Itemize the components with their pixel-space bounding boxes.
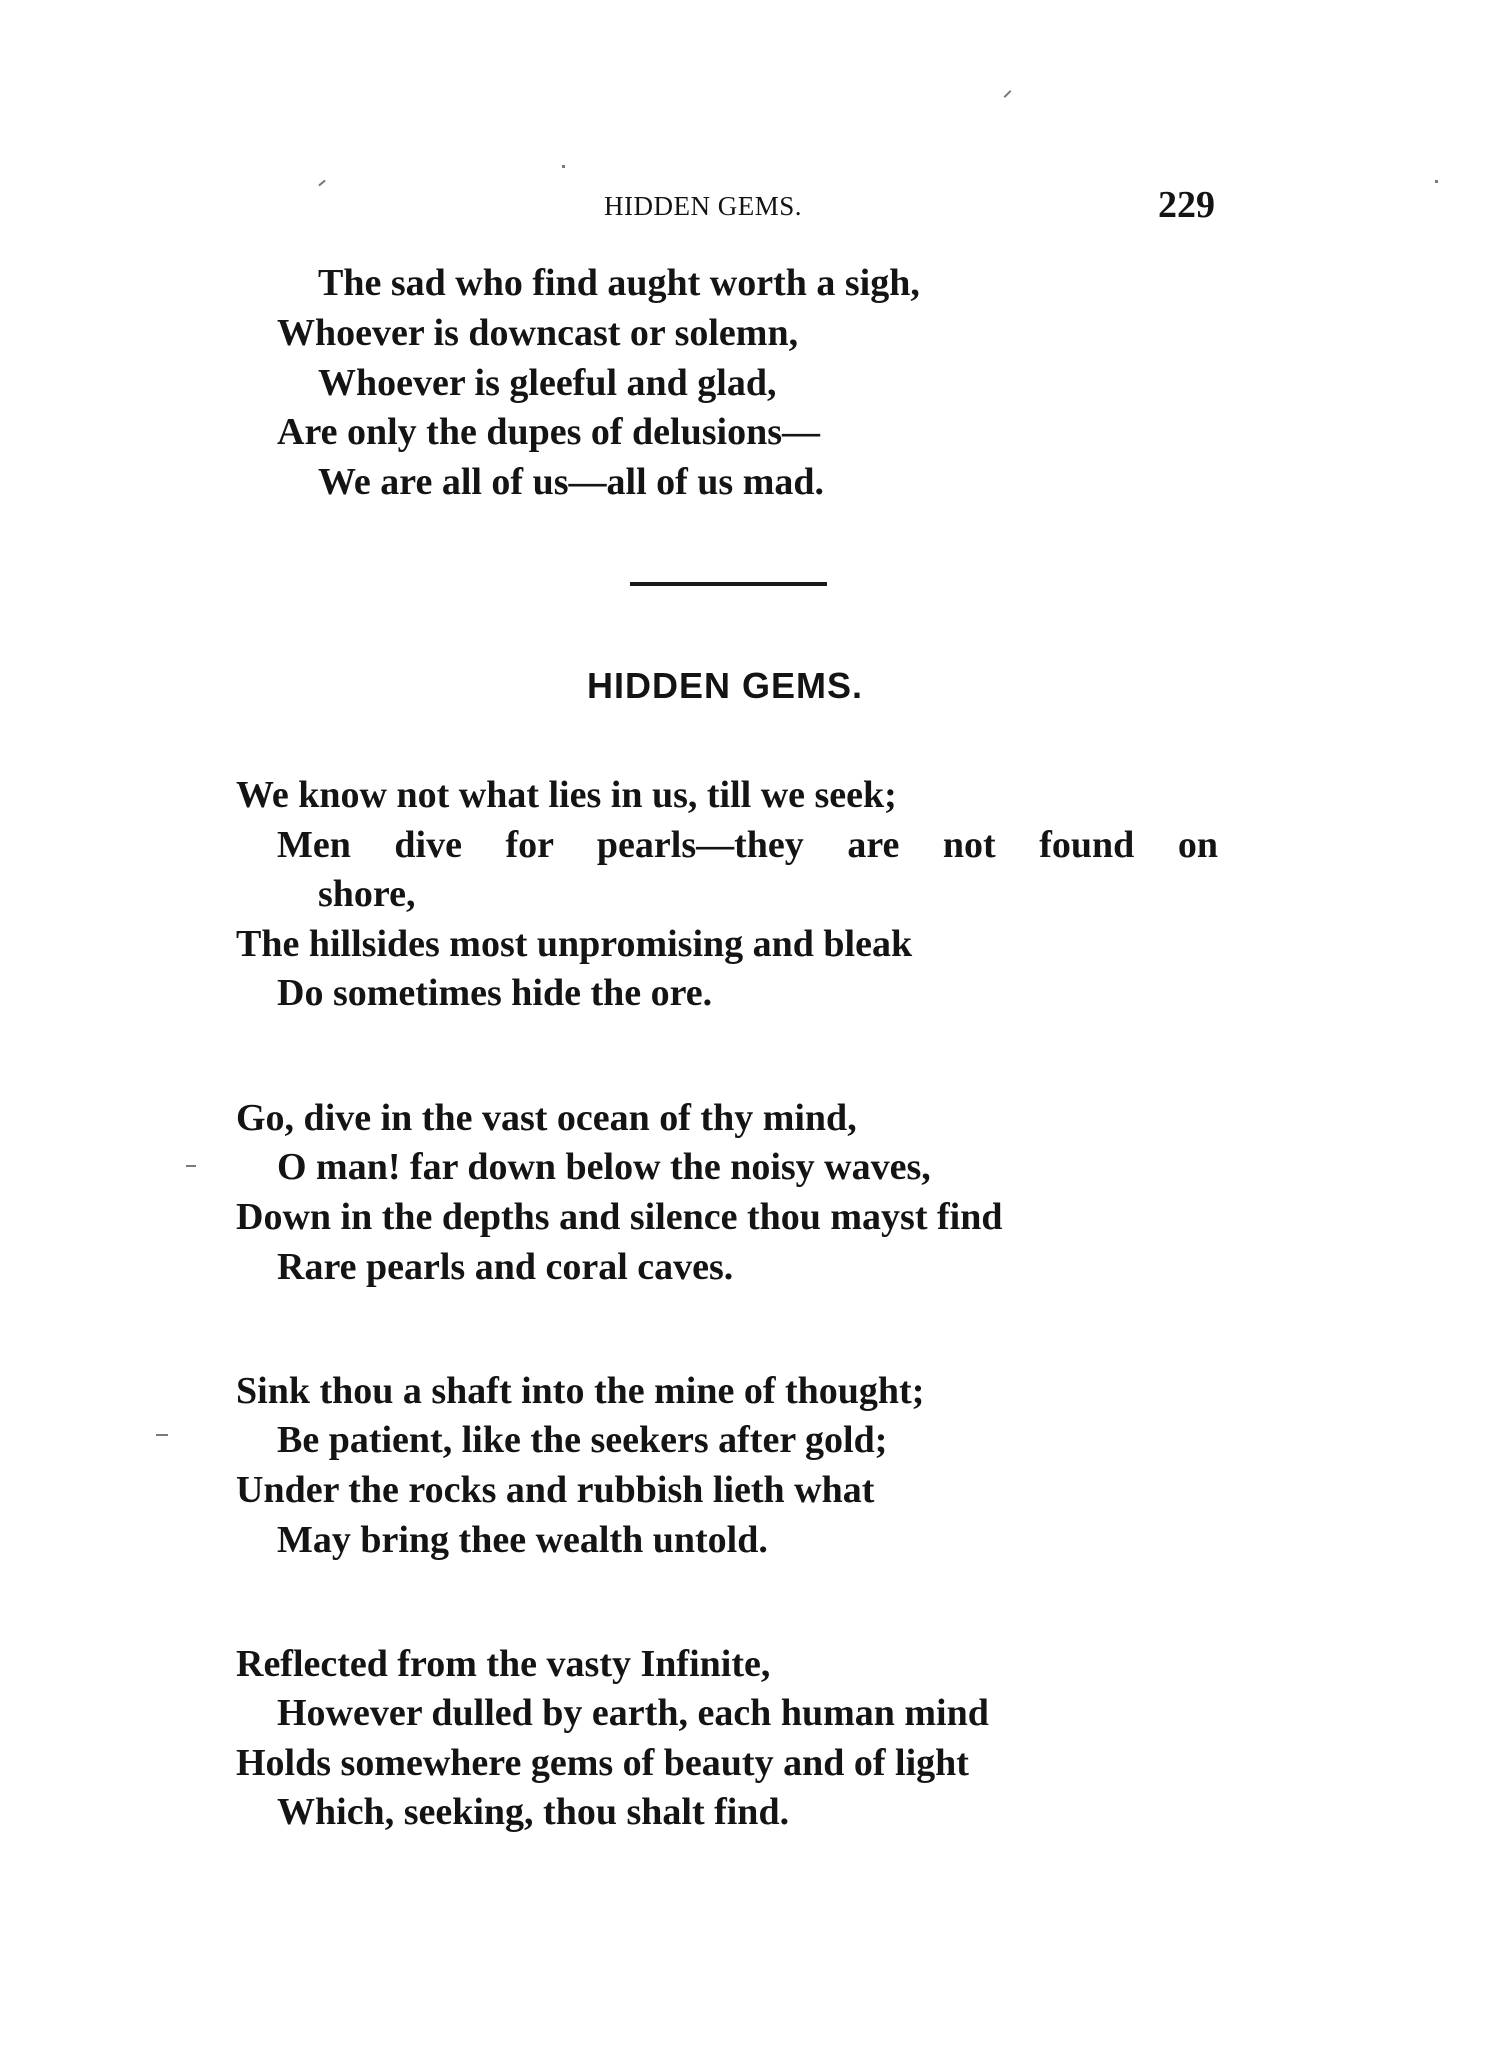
poem-line: Men dive for pearls—they are not found on xyxy=(277,824,1218,866)
poem-line: O man! far down below the noisy waves, xyxy=(277,1146,931,1188)
poem-line: The sad who find aught worth a sigh, xyxy=(318,262,920,304)
poem-line: Rare pearls and coral caves. xyxy=(277,1246,734,1288)
poem-line: We know not what lies in us, till we seek; xyxy=(236,774,897,816)
scan-speck xyxy=(1004,90,1012,98)
poem-line: May bring thee wealth untold. xyxy=(277,1519,768,1561)
running-title: HIDDEN GEMS. xyxy=(604,191,802,221)
poem-line: We are all of us—all of us mad. xyxy=(318,461,824,503)
poem-line: Go, dive in the vast ocean of thy mind, xyxy=(236,1097,857,1139)
poem-line: Reflected from the vasty Infinite, xyxy=(236,1643,771,1685)
poem-line: shore, xyxy=(318,873,416,915)
scan-speck xyxy=(156,1434,168,1436)
poem-line: Which, seeking, thou shalt find. xyxy=(277,1791,790,1833)
poem-line: The hillsides most unpromising and bleak xyxy=(236,923,913,965)
poem-line: However dulled by earth, each human mind xyxy=(277,1692,989,1734)
poem-line: Sink thou a shaft into the mine of thought; xyxy=(236,1370,925,1412)
scan-speck xyxy=(186,1165,196,1167)
poem-line: Whoever is downcast or solemn, xyxy=(277,312,799,354)
poem-line: Be patient, like the seekers after gold; xyxy=(277,1419,888,1461)
page-number: 229 xyxy=(1158,184,1215,226)
poem-title: HIDDEN GEMS. xyxy=(586,665,864,706)
scan-speck xyxy=(1435,180,1438,183)
poem-line: Down in the depths and silence thou mayst find xyxy=(236,1196,1003,1238)
section-divider xyxy=(630,582,827,586)
running-header xyxy=(0,183,1506,233)
poem-line: Under the rocks and rubbish lieth what xyxy=(236,1469,875,1511)
poem-line: Holds somewhere gems of beauty and of light xyxy=(236,1742,969,1784)
poem-line: Whoever is gleeful and glad, xyxy=(318,362,777,404)
scan-speck xyxy=(562,165,565,168)
poem-line: Do sometimes hide the ore. xyxy=(277,972,713,1014)
poem-line: Are only the dupes of delusions— xyxy=(277,411,821,453)
